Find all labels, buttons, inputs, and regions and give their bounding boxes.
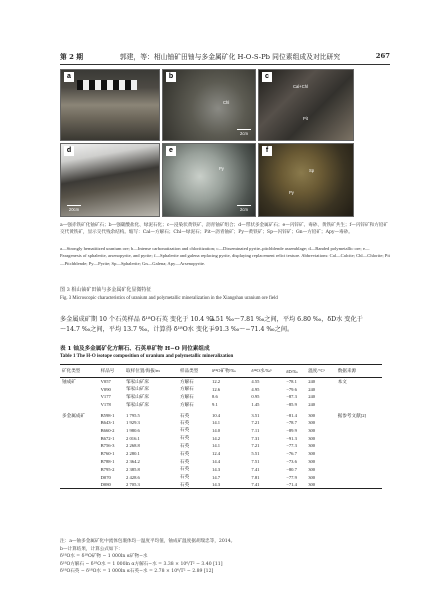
table-cell: 2 385.8 [126, 466, 140, 472]
table-cell: 240 [308, 379, 316, 385]
photo-f [258, 143, 354, 217]
table-cell: 240 [308, 386, 316, 392]
table-cell: 1 795.5 [126, 413, 140, 419]
scale-bar: 20cm [67, 205, 81, 213]
table-header-cell: 温度/°Cᵃ [306, 365, 336, 378]
table-title-en: Table 1 The H-O isotope composition of uranium and polymetallic mineralization [60, 354, 234, 359]
photo-scale-ruler [77, 80, 137, 90]
table-header-cell: 取样位置/海拔/m [124, 365, 178, 378]
table-cell: D070 [100, 474, 111, 480]
table-cell: −76.7 [286, 451, 297, 457]
table-cell: 1 980.6 [126, 427, 140, 433]
table-cell: 7.41 [251, 466, 260, 472]
table-cell: 2 364.2 [126, 459, 140, 465]
table-cell: 方解石 [179, 401, 194, 407]
photo-label: b [166, 72, 176, 82]
photo-b [162, 69, 256, 141]
table-cell [336, 465, 382, 473]
table-cell: 300 [308, 451, 316, 457]
running-title: 郭建，等：相山铀矿田铀与多金属矿化 H-O-S-Pb 同位素组成及对比研究 [119, 53, 341, 61]
table-cell: B756-3 [100, 443, 115, 449]
table-cell: −78.1 [286, 379, 297, 385]
table-cell: 2 280.1 [126, 451, 140, 457]
photo-label: f [262, 146, 272, 156]
table-cell: 2 428.6 [126, 474, 140, 480]
issue-number: 第 2 期 [60, 53, 84, 61]
table-row [60, 442, 382, 450]
photo-d [60, 143, 160, 217]
table-cell [336, 481, 382, 489]
table-cell: −85.9 [286, 402, 297, 408]
table-cell: 9.1 [212, 402, 218, 408]
table-cell: 14.2 [212, 435, 221, 441]
table-cell: B795-2 [100, 466, 115, 472]
table-cell: 本文 [337, 378, 347, 384]
mineral-marker: Py [289, 190, 294, 195]
table-cell: 12.2 [212, 379, 221, 385]
table-cell [60, 434, 99, 442]
table-cell: −80.7 [286, 466, 297, 472]
table-header-cell: 样品号 [99, 365, 124, 378]
table-cell: B598-1 [100, 413, 115, 419]
table-cell: 300 [308, 435, 316, 441]
table-cell: 14.7 [212, 474, 221, 480]
table-cell: 7.21 [251, 443, 260, 449]
table-cell [336, 401, 382, 409]
table-cell: B660-2 [100, 427, 115, 433]
table-cell: 铀成矿 [62, 378, 76, 384]
table-cell [60, 401, 99, 409]
table-cell: 5.51 [251, 451, 260, 457]
mineral-marker: Chl [223, 100, 230, 105]
photo-label: e [166, 146, 176, 156]
table-header-cell: 样品类型 [178, 365, 210, 378]
table-cell: 4.95 [251, 386, 260, 392]
table-row [60, 409, 382, 419]
table-cell: 300 [308, 466, 316, 472]
formula-2: δ¹⁸O方解石 − δ¹⁸O水 = 1 000ln α方解石−水 = 3.38 × 10⁶/T² − 3.40 [11] [60, 561, 223, 567]
table-notes [60, 538, 390, 576]
header-rule [60, 64, 390, 65]
table-cell: D080 [99, 481, 124, 489]
photo-label: d [64, 146, 74, 156]
table-cell: 据参考文献[2] [337, 412, 367, 418]
table-cell [336, 450, 382, 458]
mineral-marker: Sp [309, 168, 315, 173]
table-cell: 2 268.8 [126, 443, 140, 449]
table-cell: 石英 [179, 450, 190, 456]
table-cell: 14.3 [210, 481, 249, 489]
table-cell: 2 016.1 [126, 435, 140, 441]
table-cell: 石英 [179, 412, 190, 418]
table-cell: 石英 [179, 442, 190, 448]
table-header-cell: δD/‰ [284, 365, 306, 378]
table-cell: 12.6 [212, 386, 221, 392]
table-cell [336, 385, 382, 393]
table-cell: 14.0 [212, 427, 221, 433]
table-cell: 300 [308, 413, 316, 419]
table-row [60, 481, 382, 489]
figure-title-cn: 图 3 相山铀矿田铀与多金属矿化显微特征 [60, 287, 152, 293]
mineral-marker: Cal+Chl [293, 84, 309, 89]
table-cell: 8.6 [212, 394, 218, 400]
table-cell: 4.55 [251, 379, 260, 385]
scale-bar: 2cm [237, 129, 251, 137]
table-header-row [60, 365, 382, 378]
table-cell [60, 465, 99, 473]
table-cell: V177 [100, 394, 111, 400]
table-cell: −89.9 [286, 427, 297, 433]
note-b: b—计算结果，计算公式如下： [60, 546, 123, 552]
photo-c [258, 69, 354, 141]
table-title-cn: 表 1 铀及多金属矿化方解石、石英单矿物 H−O 同位素组成 [60, 346, 210, 352]
table-cell: 方解石 [179, 386, 194, 392]
table-cell: 邹家山矿床 [126, 378, 150, 384]
table-header-cell: 矿化类型 [60, 365, 99, 378]
formula-3: δ¹⁸O石英 − δ¹⁸O水 = 1 000ln α石英−水 = 2.78 × 10⁶/T² − 2.89 [12] [60, 569, 214, 575]
running-header [60, 49, 390, 63]
table-cell: −77.3 [286, 443, 297, 449]
table-cell [60, 419, 99, 427]
table-cell: 石英 [179, 458, 190, 464]
table-cell: 邹家山矿床 [126, 386, 150, 392]
table-cell: B643-1 [100, 420, 115, 426]
table-cell: 300 [308, 474, 316, 480]
table-cell: 3.51 [251, 413, 260, 419]
isotope-table [60, 364, 382, 489]
table-cell: −81.4 [286, 413, 297, 419]
table-cell: −91.3 [286, 435, 297, 441]
table-cell: 2 705.3 [124, 481, 178, 489]
table-cell: 14.4 [212, 459, 221, 465]
table-cell: 14.3 [212, 466, 221, 472]
table-cell: 7.41 [249, 481, 284, 489]
table-cell: 石英 [179, 466, 190, 472]
table-cell: 7.31 [251, 435, 260, 441]
table-header-cell: 数据来源 [336, 365, 382, 378]
table-cell: −79.6 [286, 386, 297, 392]
table-cell: −87.3 [286, 394, 297, 400]
table-cell: −78.7 [286, 420, 297, 426]
table-cell: 300 [308, 420, 316, 426]
table-cell: 1 929.3 [126, 420, 140, 426]
body-paragraph-right: 3.51 ‰～7.81 ‰之间，平均 6.80 ‰，δD水 变化于 −91.3 ‰～−71.4 ‰之间。 [210, 316, 363, 333]
page-number: 267 [375, 52, 390, 60]
figure-caption-en: a—Strongly hematitized uranium ore; b—Intense carbonatization and chloritization; c—Disseminated pyrite–pitchblende assemblage; d—Banded polymetallic ore; e—Paragenesis of sphalerite, arsenopyrite, and pyrite; f—Sphalerite and galena replacing pyrite, displaying replacement relict texture. Abbreviations: Cal—Calcite; Chl—Chlorite; Pit—Pitchblende; Py—Pyrite; Sp—Sphalerite; Gn—Galena; Apy—Arsenopyrite. [60, 246, 390, 266]
table-row [60, 385, 382, 393]
photo-label: c [262, 72, 272, 82]
table-cell [60, 426, 99, 434]
table-cell: 10.4 [212, 413, 221, 419]
table-cell [60, 442, 99, 450]
table-cell [336, 426, 382, 434]
table-header-cell: δ¹⁸O矿物/‰ [210, 365, 249, 378]
table-row [60, 419, 382, 427]
table-cell: 0.95 [251, 394, 260, 400]
table-cell: 石英 [179, 427, 190, 433]
table-cell: 1.45 [251, 402, 260, 408]
table-cell [336, 419, 382, 427]
table-cell: 14.1 [212, 420, 221, 426]
formula-1: δ¹⁸O水 = δ¹⁸O矿物 − 1 000ln α矿物−水 [60, 554, 148, 560]
table-row [60, 426, 382, 434]
table-cell: 300 [308, 443, 316, 449]
table-cell [60, 458, 99, 466]
table-cell: 7.11 [251, 427, 260, 433]
table-cell: 240 [308, 394, 316, 400]
scale-bar: 2cm [237, 205, 251, 213]
table-row [60, 473, 382, 481]
table-cell: −77.9 [286, 474, 297, 480]
table-cell: B672-1 [100, 435, 115, 441]
table-cell: 7.81 [251, 474, 260, 480]
table-row [60, 434, 382, 442]
table-cell [336, 434, 382, 442]
mineral-marker: Py [219, 166, 224, 171]
table-cell: 300 [308, 427, 316, 433]
table-cell: 方解石 [179, 393, 194, 399]
table-cell: 300 [308, 459, 316, 465]
table-row [60, 450, 382, 458]
table-cell: −73.6 [286, 459, 297, 465]
table-cell [60, 473, 99, 481]
table-cell: B788-1 [100, 459, 115, 465]
table-cell: 石英 [178, 481, 210, 489]
table-cell: 240 [308, 402, 316, 408]
table-cell: 邹家山矿床 [126, 393, 150, 399]
table-cell: V178 [100, 402, 111, 408]
table-cell: 300 [306, 481, 336, 489]
table-row [60, 378, 382, 386]
table-cell [336, 393, 382, 401]
photo-a [60, 69, 160, 141]
figure-caption-cn: a—强赤铁矿化铀矿石；b—强碳酸盐化、绿泥石化；c—浸染状黄铁矿、沥青铀矿组合；d—带状多金属矿石；e—闪锌矿、毒砂、黄铁矿共生；f—闪锌矿和方铅矿交代黄铁矿，显示交代残余结构。缩写：Cal—方解石；Chl—绿泥石；Pit—沥青铀矿；Py—黄铁矿；Sp—闪锌矿；Gn—方铅矿；Apy—毒砂。 [60, 223, 388, 236]
mineral-marker: Pit [303, 116, 308, 121]
table-cell: 12.4 [212, 451, 221, 457]
photo-label: a [64, 72, 74, 82]
table-row [60, 401, 382, 409]
table-cell [336, 473, 382, 481]
table-cell: 7.21 [251, 420, 260, 426]
figure-photo-grid [60, 69, 354, 217]
figure-title-en: Fig. 3 Microscopic characteristics of uranium and polymetallic mineralization in the Xiangshan uranium ore field [60, 296, 278, 301]
table-cell: 14.1 [212, 443, 221, 449]
table-cell: 石英 [179, 474, 190, 480]
note-a: 注：a—铀多金属矿化中流体包裹体均一温度平均值，铀成矿温度据胡瑞忠等，2014。 [60, 539, 236, 544]
table-row [60, 393, 382, 401]
table-row [60, 458, 382, 466]
photo-e [162, 143, 256, 217]
table-cell: V090 [100, 386, 111, 392]
body-paragraph-left: 多金属成矿期 10 个石英样品 δ¹⁸O石英 变化于 10.4 ‰～14.7 ‰之间，平均 13.7 ‰，计算得 δ¹⁸O水 变化于 [60, 316, 215, 333]
table-cell: 7.51 [251, 459, 260, 465]
table-cell: 方解石 [179, 378, 194, 384]
table-header-cell: δ¹⁸O水/‰ᵇ [249, 365, 284, 378]
table-cell: 石英 [179, 435, 190, 441]
table-cell: 多金属成矿 [62, 412, 85, 418]
table-cell: 邹家山矿床 [126, 401, 150, 407]
table-cell: V057 [100, 379, 111, 385]
table-row [60, 465, 382, 473]
table-cell [60, 393, 99, 401]
table-cell: −71.4 [284, 481, 306, 489]
table-cell [60, 385, 99, 393]
table-cell: 石英 [179, 419, 190, 425]
table-cell [336, 442, 382, 450]
table-cell [336, 458, 382, 466]
table-cell: B760-1 [100, 451, 115, 457]
table-cell [60, 450, 99, 458]
table-cell [60, 481, 99, 489]
